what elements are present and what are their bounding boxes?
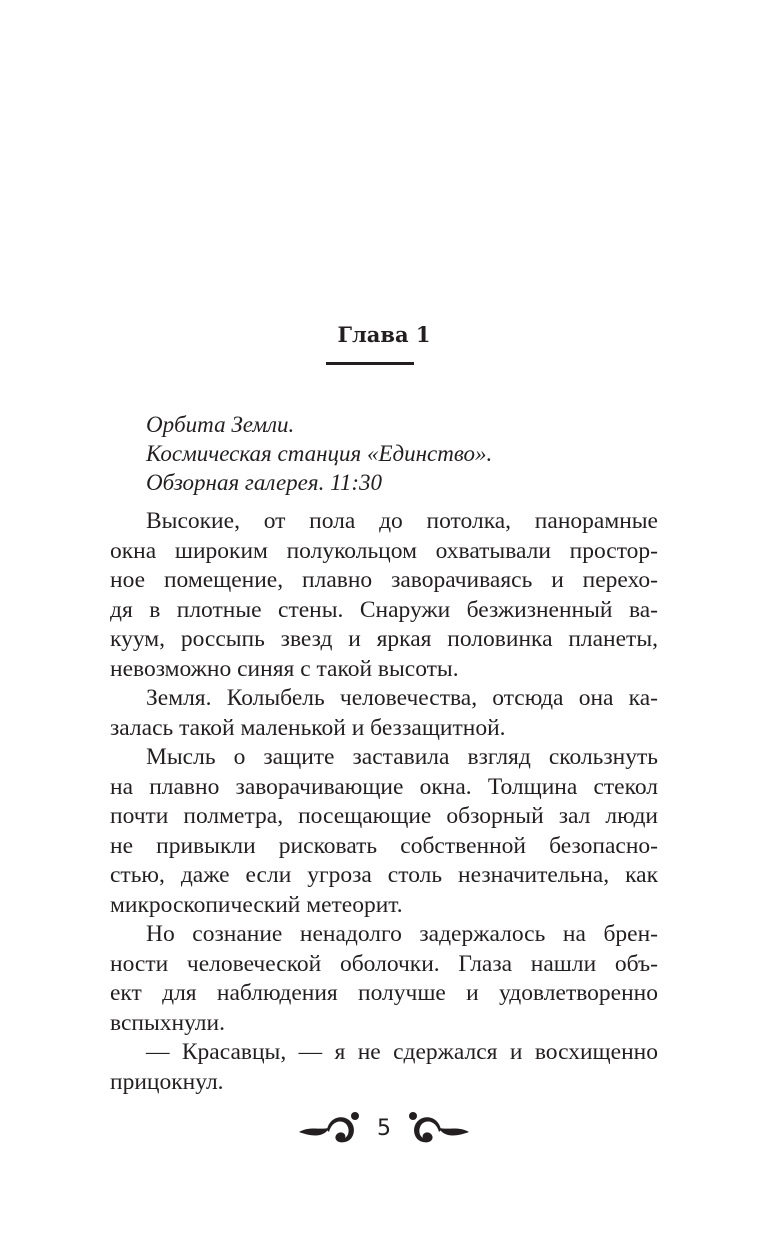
text-line: Земля. Колыбель человечества, отсюда она ка- [146,685,658,711]
left-flourish-icon [297,1108,367,1148]
text-line: стью, даже если угроза столь незначительна, как [110,862,658,888]
text-line: дя в плотные стены. Снаружи безжизненный ва- [110,596,658,623]
title-underline [326,362,414,365]
text-line: вспыхнули. [110,1009,225,1036]
chapter-title: Глава 1 [337,322,431,347]
epigraph [146,410,492,497]
epigraph-line: Космическая станция «Единство». [146,441,493,466]
text-line: прицокнул. [110,1068,224,1095]
text-line: Но сознание ненадолго задержалось на брен- [146,921,658,947]
text-line: микроскопический метеорит. [110,891,403,918]
epigraph-line: Орбита Земли. [146,412,295,437]
text-line: куум, россыпь звезд и яркая половинка планеты, [110,626,658,652]
text-line: ное помещение, плавно заворачиваясь и перехо- [110,567,658,593]
text-line: невозможно синяя с такой высоты. [110,655,459,682]
text-line: почти полметра, посещающие обзорный зал люди [110,803,658,829]
body-text [110,507,658,1097]
text-line: залась такой маленькой и беззащитной. [110,714,506,741]
page-number: 5 [377,1115,391,1141]
text-line: — Красавцы, — я не сдержался и восхищенно [146,1039,658,1065]
text-line: Высокие, от пола до потолка, панорамные [146,508,658,534]
text-line: на плавно заворачивающие окна. Толщина стекол [110,773,658,800]
right-flourish-icon [401,1108,471,1148]
text-line: Мысль о защите заставила взгляд скользнуть [146,744,658,770]
epigraph-line: Обзорная галерея. 11:30 [146,470,383,495]
page-footer [0,1108,768,1148]
text-line: ект для наблюдения получше и удовлетворенно [110,980,658,1006]
text-line: ности человеческой оболочки. Глаза нашли объ- [110,950,658,977]
text-line: не привыкли рисковать собственной безопасно- [110,832,658,859]
text-line: окна широким полукольцом охватывали простор- [110,537,658,564]
